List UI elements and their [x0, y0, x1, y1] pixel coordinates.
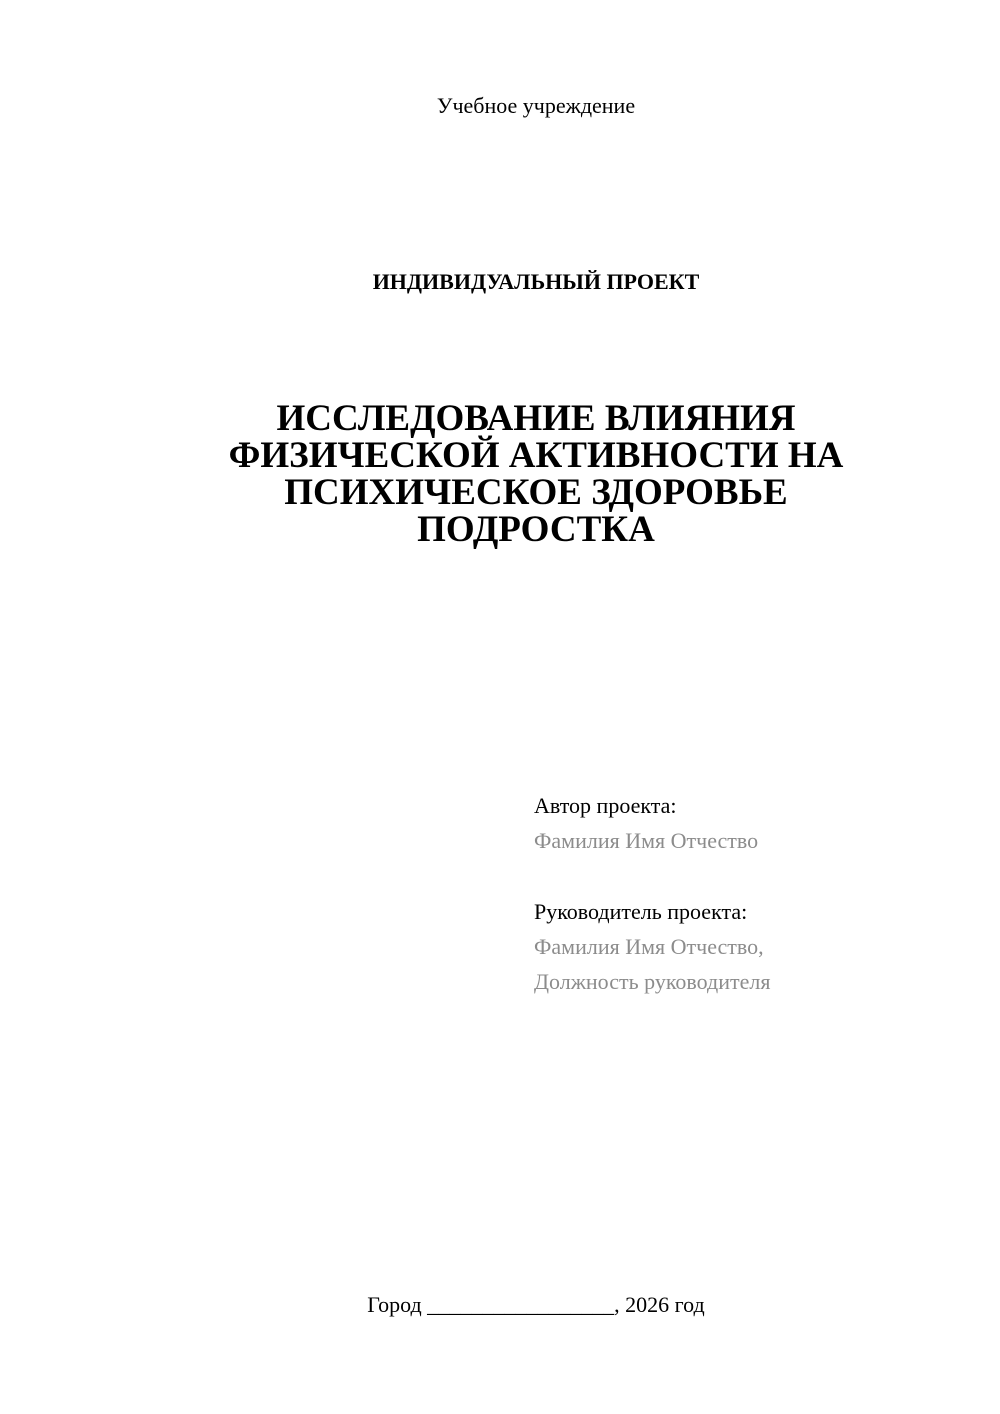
project-type-heading: ИНДИВИДУАЛЬНЫЙ ПРОЕКТ	[372, 269, 700, 294]
author-label: Автор проекта:	[534, 793, 677, 818]
project-title	[200, 400, 872, 548]
project-title-line-3: ПСИХИЧЕСКОЕ ЗДОРОВЬЕ	[284, 472, 788, 513]
project-title-line-4: ПОДРОСТКА	[417, 509, 655, 550]
credits-spacer	[534, 858, 974, 894]
institution-name: Учебное учреждение	[436, 93, 636, 118]
project-title-line-2: ФИЗИЧЕСКОЙ АКТИВНОСТИ НА	[228, 435, 844, 476]
supervisor-name-field[interactable]: Фамилия Имя Отчество,	[534, 934, 764, 959]
project-title-line-1: ИССЛЕДОВАНИЕ ВЛИЯНИЯ	[276, 398, 796, 439]
author-name-field[interactable]: Фамилия Имя Отчество	[534, 828, 759, 853]
city-year-line: Город _________________, 2026 год	[367, 1292, 705, 1317]
supervisor-label: Руководитель проекта:	[534, 899, 748, 924]
credits-block	[534, 788, 974, 999]
supervisor-position-field[interactable]: Должность руководителя	[534, 969, 771, 994]
